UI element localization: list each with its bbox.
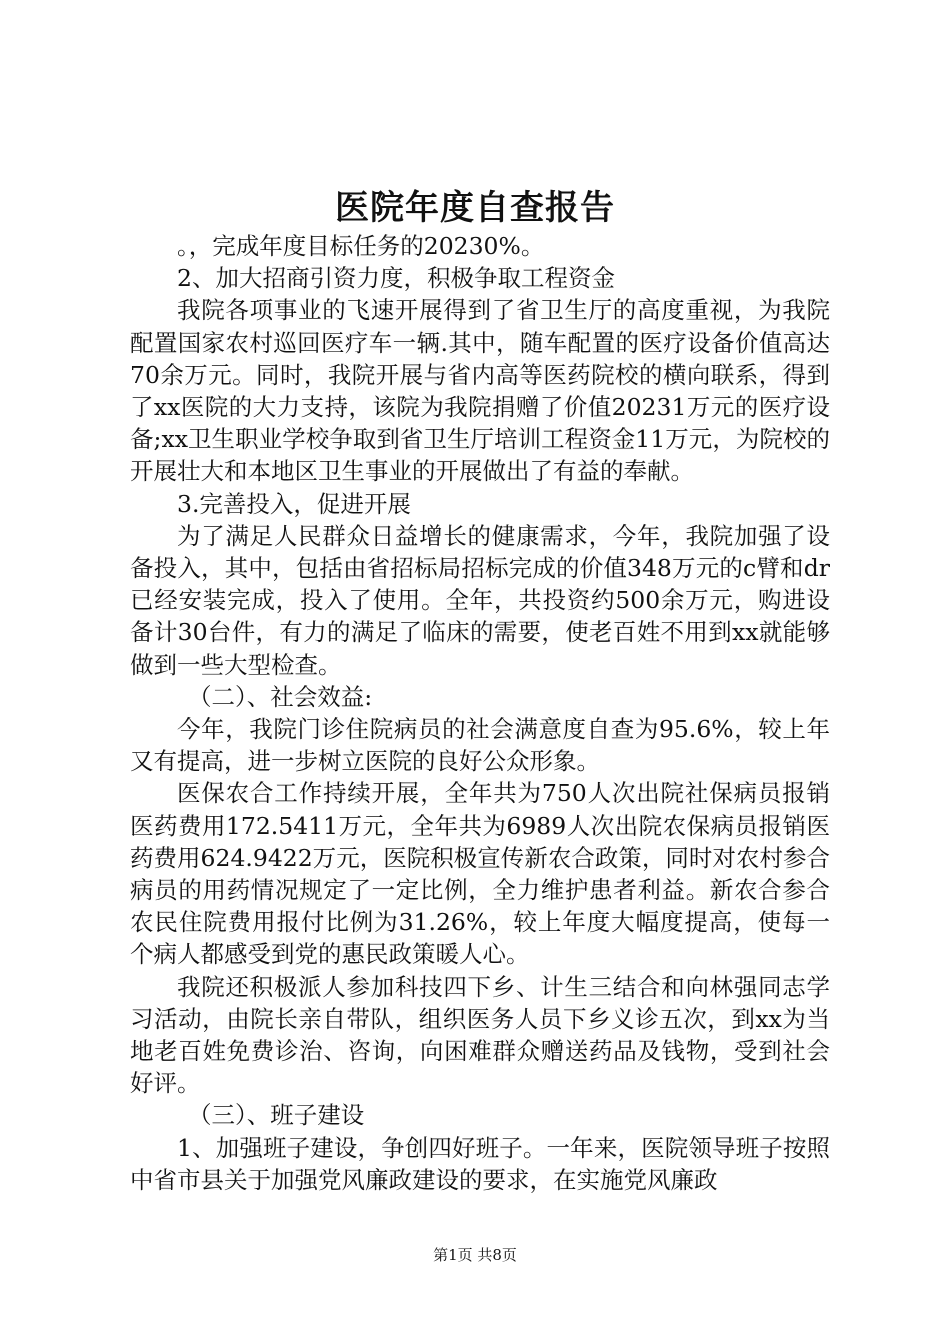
document-title: 医院年度自查报告 — [335, 188, 615, 228]
page-number-footer: 第1页 共8页 — [433, 1246, 517, 1264]
document-body — [130, 230, 830, 1196]
paragraph-patient-satisfaction: 今年，我院门诊住院病员的社会满意度自查为95.6%，较上年又有提高，进一步树立医院的良好公众形象。 — [130, 715, 830, 776]
heading-improve-investment: 3.完善投入，促进开展 — [177, 489, 411, 518]
paragraph-equipment-investment: 为了满足人民群众日益增长的健康需求，今年，我院加强了设备投入，其中，包括由省招标局招标完成的价值348万元的c臂和dr已经安装完成，投入了使用。全年，共投资约500余万元，购进设备计30台件，有力的满足了临床的需要，使老百姓不用到xx就能够做到一些大型检查。 — [130, 521, 830, 679]
paragraph-rural-outreach: 我院还积极派人参加科技四下乡、计生三结合和向林强同志学习活动，由院长亲自带队，组织医务人员下乡义诊五次，到xx为当地老百姓免费诊治、咨询，向困难群众赠送药品及钱物，受到社会好评。 — [130, 972, 830, 1098]
heading-social-benefits: （二）、社会效益: — [188, 682, 373, 711]
paragraph-health-department-support: 我院各项事业的飞速开展得到了省卫生厅的高度重视，为我院配置国家农村巡回医疗车一辆.其中，随车配置的医疗设备价值高达70余万元。同时，我院开展与省内高等医药院校的横向联系，得到了xx医院的大力支持，该院为我院捐赠了价值20231万元的医疗设备;xx卫生职业学校争取到省卫生厅培训工程资金11万元，为院校的开展壮大和本地区卫生事业的开展做出了有益的奉献。 — [130, 296, 830, 486]
paragraph-target-completion: 。，完成年度目标任务的20230%。 — [177, 232, 545, 260]
heading-team-building: （三）、班子建设 — [188, 1101, 365, 1130]
paragraph-leadership-building: 1、加强班子建设，争创四好班子。一年来，医院领导班子按照中省市县关于加强党风廉政建设的要求，在实施党风廉政 — [130, 1133, 830, 1194]
paragraph-medical-insurance: 医保农合工作持续开展，全年共为750人次出院社保病员报销医药费用172.5411万元，全年共为6989人次出院农保病员报销医药费用624.9422万元，医院积极宣传新农合政策，同时对农村参合病员的用药情况规定了一定比例，全力维护患者利益。新农合参合农民住院费用报付比例为31.26%，较上年度大幅度提高，使每一个病人都感受到党的惠民政策暖人心。 — [130, 779, 830, 969]
heading-investment-attraction: 2、加大招商引资力度，积极争取工程资金 — [177, 264, 615, 293]
